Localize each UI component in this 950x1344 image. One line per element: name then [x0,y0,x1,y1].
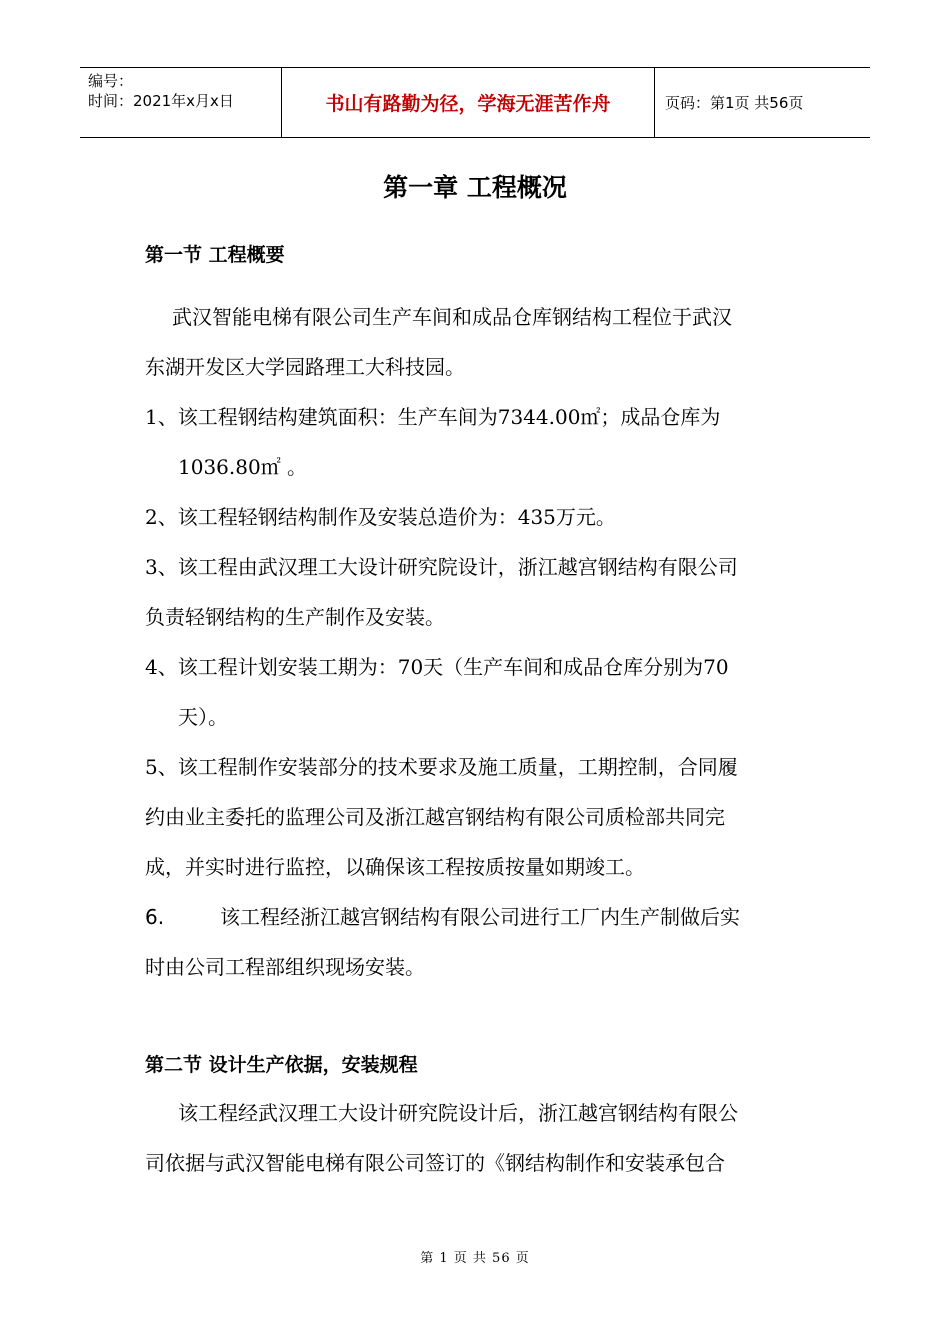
list-item-1-cont: 1036.80㎡ 。 [178,455,308,479]
list-item-6: 该工程经浙江越宫钢结构有限公司进行工厂内生产制做后实 [220,905,740,929]
list-item-6-cont: 时由公司工程部组织现场安装。 [145,955,425,979]
list-item-2: 2、该工程轻钢结构制作及安装总造价为：435万元。 [145,505,616,529]
list-item-6-number: 6. [145,905,165,929]
section-title-2: 第二节 设计生产依据，安装规程 [145,1054,418,1076]
number-label: 编号： [88,72,134,90]
chapter-title: 第一章 工程概况 [383,173,567,202]
paragraph-line: 武汉智能电梯有限公司生产车间和成品仓库钢结构工程位于武汉 [172,305,732,329]
list-item-3: 3、该工程由武汉理工大设计研究院设计，浙江越宫钢结构有限公司 [145,555,738,579]
paragraph-line: 该工程经武汉理工大设计研究院设计后，浙江越宫钢结构有限公 [178,1101,738,1125]
header-motto-cell [282,68,655,137]
section-title-1: 第一节 工程概要 [145,244,285,266]
document-header [80,67,870,138]
header-page-cell [655,68,870,137]
header-meta-cell [80,68,282,137]
list-item-4-cont: 天）。 [178,705,228,729]
time-label: 时间：2021年x月x日 [88,92,234,110]
paragraph-line: 司依据与武汉智能电梯有限公司签订的《钢结构制作和安装承包合 [145,1151,725,1175]
page-info: 页码：第1页 共56页 [665,94,804,112]
list-item-5-cont: 约由业主委托的监理公司及浙江越宫钢结构有限公司质检部共同完 [145,805,725,829]
list-item-5-cont: 成，并实时进行监控，以确保该工程按质按量如期竣工。 [145,855,645,879]
paragraph-line: 东湖开发区大学园路理工大科技园。 [145,355,465,379]
motto-text: 书山有路勤为径，学海无涯苦作舟 [325,93,611,115]
list-item-3-cont: 负责轻钢结构的生产制作及安装。 [145,605,445,629]
list-item-1: 1、该工程钢结构建筑面积：生产车间为7344.00㎡；成品仓库为 [145,405,721,429]
list-item-5: 5、该工程制作安装部分的技术要求及施工质量，工期控制，合同履 [145,755,738,779]
page-footer: 第 1 页 共 56 页 [420,1251,530,1266]
list-item-4: 4、该工程计划安装工期为：70天（生产车间和成品仓库分别为70 [145,655,729,679]
